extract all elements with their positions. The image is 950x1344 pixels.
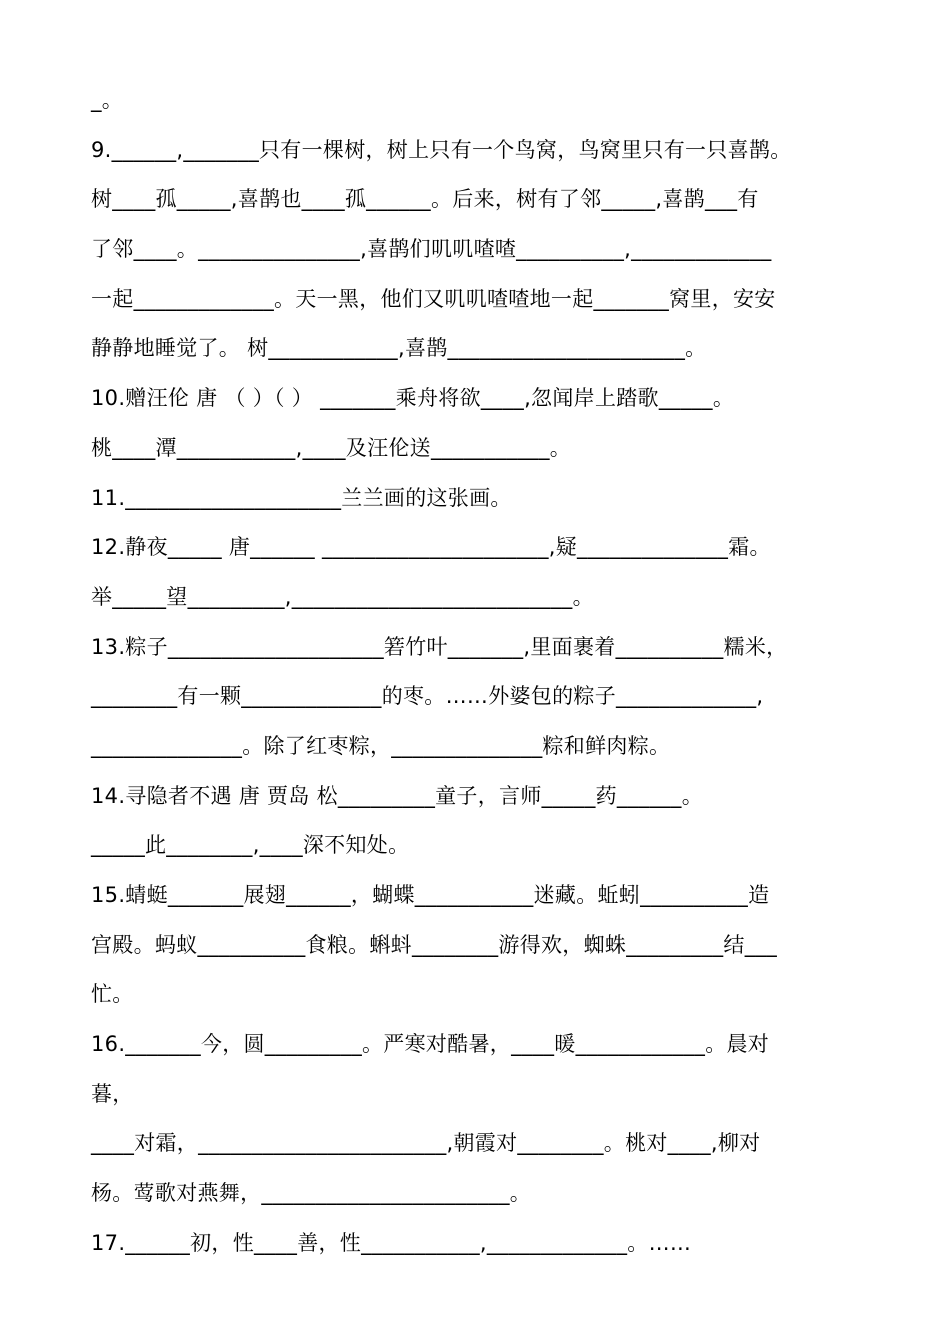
question-15-line-1: 15.蜻蜓_______展翅______，蝴蝶___________迷藏。蚯蚓__________造 (91, 883, 770, 907)
question-13-line-2: ________有一颗_____________的枣。……外婆包的粽子_____________, (91, 684, 764, 709)
question-14-line-1: 14.寻隐者不遇 唐 贾岛 松_________童子，言师_____药______。 (91, 783, 704, 808)
question-13-line-3: ______________。除了红枣粽，______________粽和鲜肉粽。 (91, 733, 671, 758)
question-11-line-1: 11.____________________兰兰画的这张画。 (91, 485, 512, 510)
question-14-line-2: _____此________,____深不知处。 (91, 833, 410, 858)
question-9-line-2: 树____孤_____,喜鹊也____孤______。后来，树有了邻_____,喜鹊___有 (91, 187, 759, 212)
question-12-line-2: 举_____望_________,__________________________。 (91, 584, 594, 609)
question-16-line-1: 16._______今，圆_________。严寒对酷暑，____暖____________。晨对 (91, 1032, 770, 1057)
question-9-line-5: 静静地睡觉了。 树____________,喜鹊______________________。 (91, 336, 707, 361)
question-16-line-3: ____对霜，_______________________,朝霞对________。桃对____,柳对 (91, 1131, 761, 1156)
question-16-line-4: 杨。莺歌对燕舞，_______________________。 (91, 1181, 532, 1206)
question-17-line-1: 17.______初，性____善，性___________,_____________。…… (91, 1230, 692, 1255)
question-10-line-1: 10.赠汪伦 唐 （ ）（ ） _______乘舟将欲____,忽闻岸上踏歌_____。 (91, 386, 735, 411)
question-9-line-3: 了邻____。_______________,喜鹊们叽叽喳喳__________,_____________ (91, 237, 772, 262)
text-line-1: _。 (91, 88, 124, 112)
question-13-line-1: 13.粽子____________________箬竹叶_______,里面裹着__________糯米， (91, 634, 788, 659)
question-12-line-1: 12.静夜_____ 唐______ _____________________,疑______________霜。 (91, 535, 771, 560)
question-15-line-2: 宫殿。蚂蚁__________食粮。蝌蚪________游得欢，蜘蛛_________结___ (91, 932, 778, 957)
question-9-line-1: 9.______,_______只有一棵树，树上只有一个鸟窝，鸟窝里只有一只喜鹊。 (91, 137, 792, 162)
question-9-line-4: 一起_____________。天一黑，他们又叽叽喳喳地一起_______窝里，安安 (91, 286, 776, 311)
question-10-line-2: 桃____潭___________,____及汪伦送___________。 (91, 435, 572, 460)
question-15-line-3: 忙。 (91, 982, 134, 1007)
worksheet-page (91, 76, 891, 1269)
question-16-line-2: 暮， (91, 1081, 134, 1106)
